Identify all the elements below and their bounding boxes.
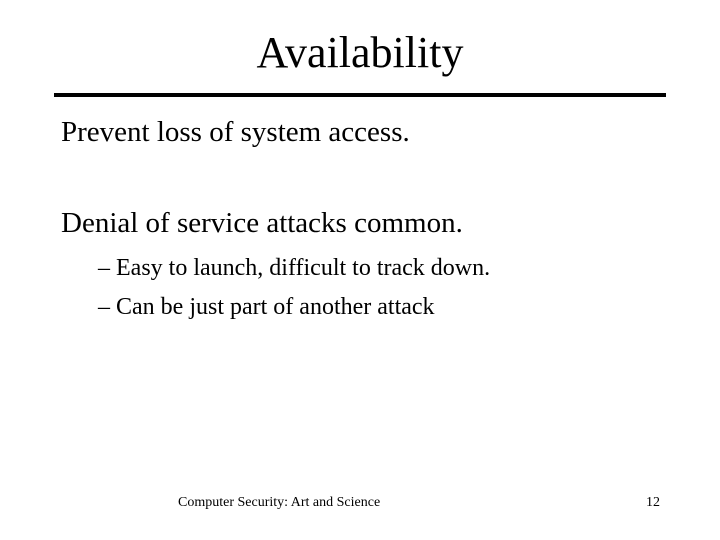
- footer-book-title: Computer Security: Art and Science: [178, 495, 381, 510]
- subbullet-dash: –: [98, 255, 110, 281]
- subbullet-dash: –: [98, 294, 110, 320]
- subbullet-text: Can be just part of another attack: [116, 294, 435, 320]
- slide-title: Availability: [256, 28, 464, 77]
- subbullet-easy-to-launch: [98, 254, 490, 283]
- bullet-prevent-loss: Prevent loss of system access.: [61, 116, 410, 148]
- title-underline-rule: [54, 93, 666, 97]
- bullet-denial-of-service: Denial of service attacks common.: [61, 207, 463, 239]
- subbullet-part-of-attack: [98, 293, 435, 322]
- footer-page-number: 12: [646, 495, 660, 510]
- subbullet-text: Easy to launch, difficult to track down.: [116, 255, 491, 281]
